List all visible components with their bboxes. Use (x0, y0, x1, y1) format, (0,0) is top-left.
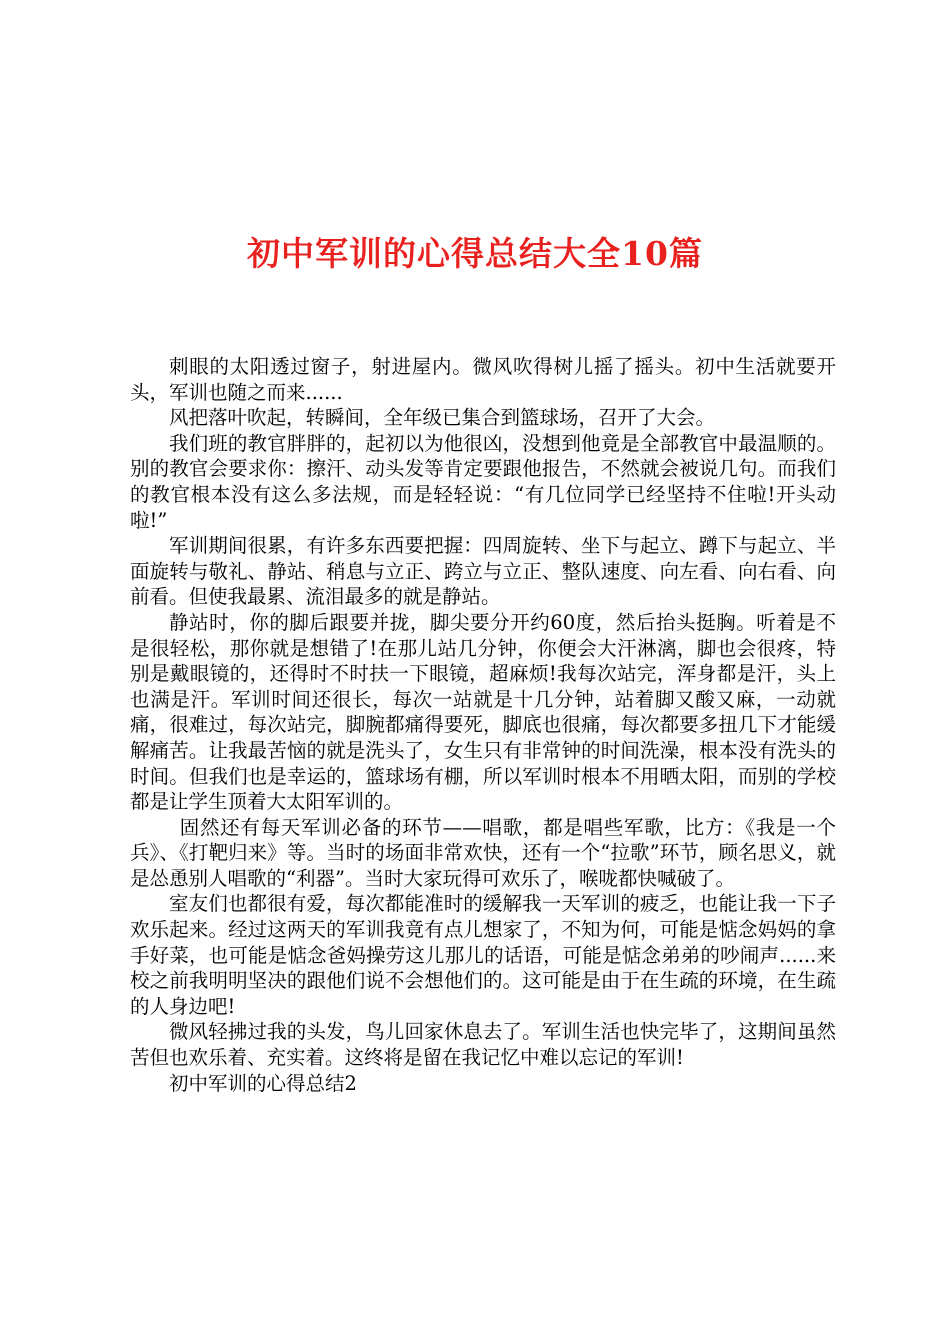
paragraph: 固然还有每天军训必备的环节——唱歌，都是唱些军歌，比方：《我是一个兵》、《打靶归来》等。当时的场面非常欢快，还有一个“拉歌”环节，顾名思义，就是怂恿别人唱歌的“利器”。当时大家玩得可欢乐了，喉咙都快喊破了。 (130, 815, 836, 890)
paragraph: 室友们也都很有爱，每次都能准时的缓解我一天军训的疲乏，也能让我一下子欢乐起来。经过这两天的军训我竟有点儿想家了，不知为何，可能是惦念妈妈的拿手好菜，也可能是惦念爸妈操劳这儿那儿的话语，可能是惦念弟弟的吵闹声......来校之前我明明坚决的跟他们说不会想他们的。这可能是由于在生疏的环境，在生疏的人身边吧! (130, 892, 836, 1018)
paragraph: 微风轻拂过我的头发，鸟儿回家休息去了。军训生活也快完毕了，这期间虽然苦但也欢乐着、充实着。这终将是留在我记忆中难以忘记的军训! (130, 1020, 836, 1070)
section-heading: 初中军训的心得总结2 (169, 1071, 357, 1095)
document-title: 初中军训的心得总结大全10篇 (247, 234, 703, 274)
paragraph: 风把落叶吹起，转瞬间，全年级已集合到篮球场，召开了大会。 (169, 406, 716, 430)
paragraph: 军训期间很累，有许多东西要把握：四周旋转、坐下与起立、蹲下与起立、半面旋转与敬礼、静站、稍息与立正、跨立与立正、整队速度、向左看、向右看、向前看。但使我最累、流泪最多的就是静站。 (130, 534, 836, 609)
paragraph: 静站时，你的脚后跟要并拢，脚尖要分开约60度，然后抬头挺胸。听着是不是很轻松，那你就是想错了!在那儿站几分钟，你便会大汗淋漓，脚也会很疼，特别是戴眼镜的，还得时不时扶一下眼镜，超麻烦!我每次站完，浑身都是汗，头上也满是汗。军训时间还很长，每次一站就是十几分钟，站着脚又酸又麻，一动就痛，很难过，每次站完，脚腕都痛得要死，脚底也很痛，每次都要多扭几下才能缓解痛苦。让我最苦恼的就是洗头了，女生只有非常钟的时间洗澡，根本没有洗头的时间。但我们也是幸运的，篮球场有棚，所以军训时根本不用晒太阳，而别的学校都是让学生顶着大太阳军训的。 (130, 610, 836, 814)
document-body (130, 354, 836, 1096)
paragraph: 刺眼的太阳透过窗子，射进屋内。微风吹得树儿摇了摇头。初中生活就要开头，军训也随之而来...... (130, 355, 836, 404)
paragraph: 我们班的教官胖胖的，起初以为他很凶，没想到他竟是全部教官中最温顺的。别的教官会要求你：擦汗、动头发等肯定要跟他报告，不然就会被说几句。而我们的教官根本没有这么多法规，而是轻轻说：“有几位同学已经坚持不住啦!开头动啦!” (130, 431, 836, 532)
